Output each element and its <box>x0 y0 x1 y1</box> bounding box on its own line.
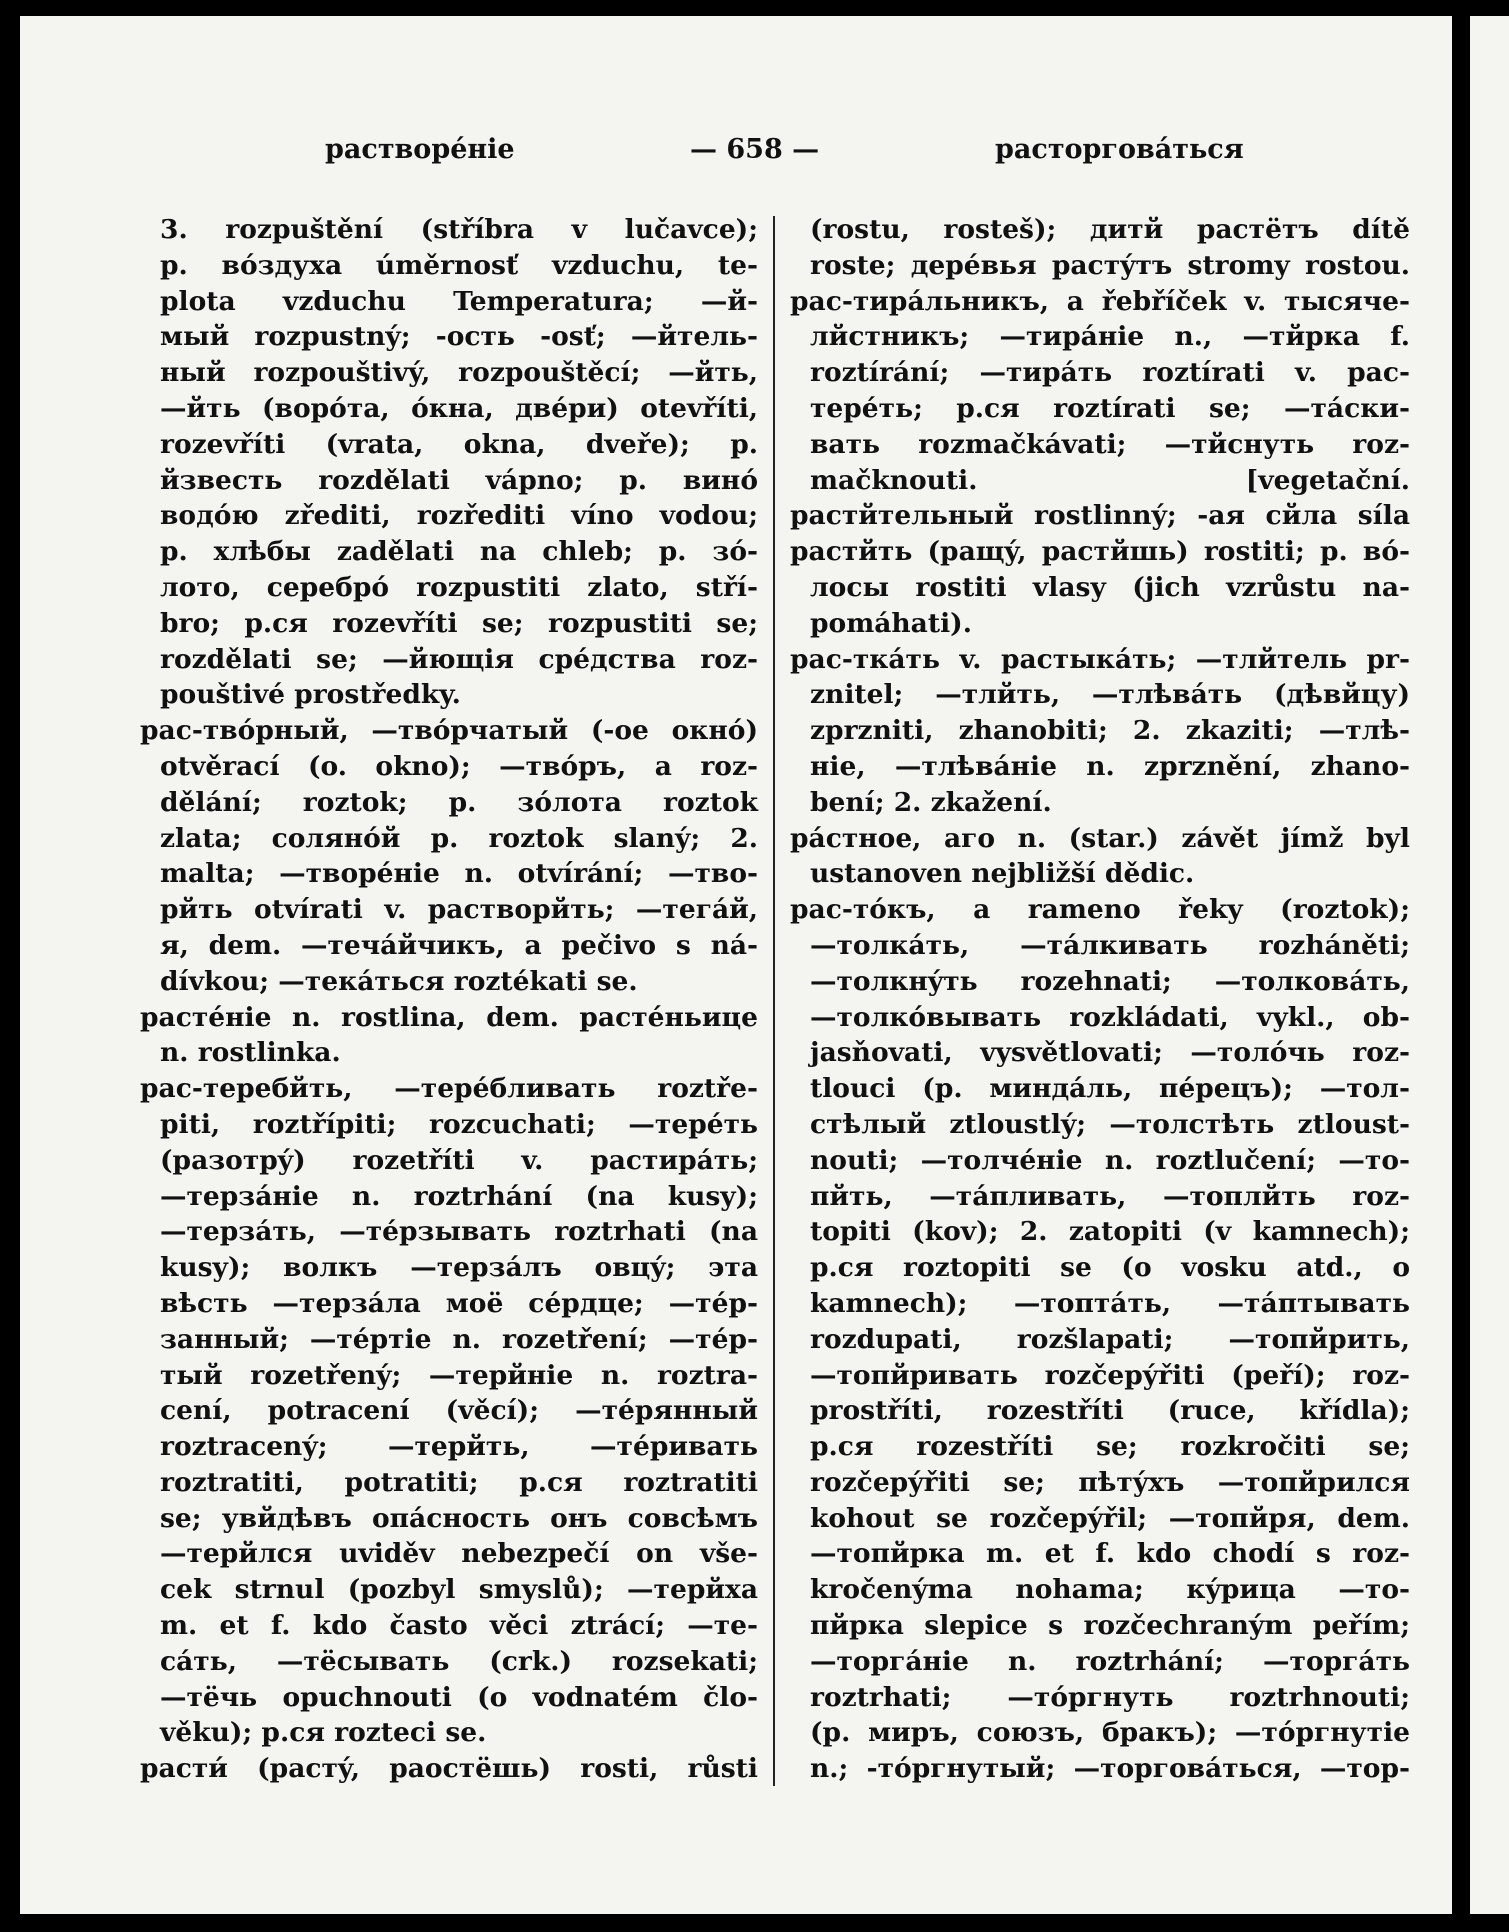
text-line: растйть (ращý, растйшь) rostiti; p. вó- <box>790 536 1410 568</box>
text-line: рáстное, aго n. (star.) závět jímž byl <box>790 822 1410 854</box>
text-line: n.; -тóргнутый; —торговáться, —тор- <box>810 1753 1410 1785</box>
text-line: plota vzduchu Temperatura; —й- <box>160 285 758 317</box>
text-line: roztratiti, potratiti; p.ся roztratiti <box>160 1466 758 1498</box>
text-line: занный; —тéртіе n. rozetření; —тéр- <box>160 1323 758 1355</box>
text-line: roste; дерéвья растýтъ stromy rostou. <box>810 249 1410 281</box>
text-line: kohout se rozčepýřil; —топйря, dem. <box>810 1502 1410 1534</box>
text-line: kročenýma nohama; кýрица —то- <box>810 1574 1410 1606</box>
dictionary-page <box>20 16 1452 1914</box>
text-line: лосы rostiti vlasy (jich vzrůstu na- <box>810 571 1410 603</box>
text-line: пйть, —тáпливать, —топлйть roz- <box>810 1180 1410 1212</box>
text-line: pouštivé prostředky. <box>160 679 461 711</box>
text-line: p.ся roztopiti se (o vosku atd., o <box>810 1252 1410 1284</box>
text-line: —терйлся uviděv nebezpečí on vše- <box>160 1538 758 1570</box>
column-divider <box>773 216 775 1786</box>
text-line: рас-тóкъ, a rameno řeky (roztok); <box>790 894 1410 926</box>
text-line: rozdělati se; —йющія срéдства roz- <box>160 643 758 675</box>
text-line: dělání; roztok; p. зóлота roztok <box>160 786 758 818</box>
text-line: věku); p.ся rozteci se. <box>160 1717 487 1749</box>
text-line: —йть (вoрóта, óкна, двéри) otevříti, <box>160 392 758 424</box>
text-line: —толкнýть rozehnati; —толковáть, <box>810 965 1410 997</box>
text-line: —толкáть, —тáлкивать rozháněti; <box>810 929 1410 961</box>
text-line: —топйривать rozčepýřiti (peří); roz- <box>810 1359 1410 1391</box>
text-line: (p. миръ, союзъ, бракъ); —тóргнутіе <box>810 1717 1410 1749</box>
text-line: dívkou; —текáться roztékati se. <box>160 965 638 997</box>
page-header <box>20 134 1452 184</box>
text-line: терéть; p.ся roztírati se; —тáски- <box>810 392 1410 424</box>
text-line: otvěrací (o. okno); —твóръ, a roz- <box>160 750 758 782</box>
text-line: p. вóздуха úměrnosť vzduchu, te- <box>160 249 758 281</box>
text-line: rozevříti (vrata, okna, dveře); p. <box>160 428 758 460</box>
text-line: kusy); волкъ —терзáлъ овцý; эта <box>160 1252 758 1284</box>
text-line: mačknouti. [vegetační. <box>810 464 1410 496</box>
text-line: p.ся rozestříti se; rozkročiti se; <box>810 1431 1410 1463</box>
text-line: kamnech); —топтáть, —тáптывать <box>810 1287 1410 1319</box>
text-line: ніе, —тлѣвáніе n. zprznění, zhano- <box>810 750 1410 782</box>
text-line: bro; p.ся rozevříti se; rozpustiti se; <box>160 607 758 639</box>
page-number: — 658 — <box>690 134 820 165</box>
text-line: topiti (kov); 2. zatopiti (v kamnech); <box>810 1216 1410 1248</box>
text-line: я, dem. —течáйчикъ, a pečivo s ná- <box>160 929 758 961</box>
text-line: cáть, —тёсывать (crk.) rozsekati; <box>160 1645 758 1677</box>
text-line: —толкóвывать rozkládati, vykl., ob- <box>810 1001 1410 1033</box>
text-line: рас-теребйть, —терéбливать roztře- <box>140 1073 758 1105</box>
text-line: —тёчь opuchnouti (o vodnatém člo- <box>160 1681 758 1713</box>
text-line: пйрка slepice s rozčechraným peřím; <box>810 1610 1410 1642</box>
text-line: rozčepýřiti se; пѣтýхъ —топйрился <box>810 1466 1410 1498</box>
text-line: zprzniti, zhanobiti; 2. zkaziti; —тлѣ- <box>810 715 1410 747</box>
text-line: рас-твóрный, —твóрчатый (-ое окнó) <box>140 715 758 747</box>
text-line: тый rozetřený; —терйніе n. roztra- <box>160 1359 758 1391</box>
header-left-catchword: растворéніе <box>325 134 515 165</box>
text-line: malta; —творéніе n. otvírání; —тво- <box>160 858 758 890</box>
text-line: водóю zřediti, rozřediti víno vodou; <box>160 500 758 532</box>
text-line: —торгáніе n. roztrhání; —торгáть <box>810 1645 1410 1677</box>
text-line: roztracený; —терйть, —тéривать <box>160 1431 758 1463</box>
text-line: (rostu, rosteš); дитй растётъ dítě <box>810 214 1410 245</box>
text-line: рйть otvírati v. растворйть; —тегáй, <box>160 894 758 926</box>
text-line: стѣлый ztloustlý; —толстѣть ztloust- <box>810 1108 1410 1140</box>
text-line: рас-тирáльникъ, a řebříček v. тысяче- <box>790 285 1410 317</box>
text-line: n. rostlinka. <box>160 1037 341 1069</box>
adjacent-page-edge <box>1470 16 1509 1914</box>
left-column <box>140 212 758 1787</box>
text-line: расти́ (растý, раостёшь) rosti, růsti <box>140 1753 758 1785</box>
text-line: jasňovati, vysvětlovati; —толóчь roz- <box>810 1037 1410 1069</box>
text-line: nouti; —толчéніе n. roztlučení; —то- <box>810 1144 1410 1176</box>
text-line: rozdupati, rozšlapati; —топйрить, <box>810 1323 1410 1355</box>
text-line: 3. rozpuštění (stříbra v lučavce); <box>160 214 758 245</box>
right-column <box>790 212 1410 1787</box>
text-line: —терзáніе n. roztrhání (na kusy); <box>160 1180 758 1212</box>
text-line: piti, roztřípiti; rozcuchati; —терéть <box>160 1108 758 1140</box>
text-line: m. et f. kdo často věci ztrácí; —те- <box>160 1610 758 1642</box>
text-line: вѣсть —терзáла моё сéрдце; —тéр- <box>160 1287 758 1319</box>
text-line: йзвесть rozdělati vápno; p. винó <box>160 464 758 496</box>
text-line: лйстникъ; —тирáніе n., —тйрка f. <box>810 321 1410 353</box>
text-line: рас-ткáть v. растыкáть; —тлйтель pr- <box>790 643 1410 675</box>
text-line: p. хлѣбы zadělati na chleb; p. зó- <box>160 536 758 568</box>
text-line: ustanoven nejbližší dědic. <box>810 858 1195 890</box>
text-line: tlouci (p. миндáль, пéрецъ); —тол- <box>810 1073 1410 1105</box>
text-line: znitel; —тлйть, —тлѣвáть (дѣвйцу) <box>810 679 1410 711</box>
text-line: ный rozpouštivý, rozpouštěcí; —йть, <box>160 357 758 389</box>
text-line: se; увйдѣвъ опáсность онъ совсѣмъ <box>160 1502 758 1534</box>
text-line: вать rozmačkávati; —тйснуть roz- <box>810 428 1410 460</box>
text-line: zlata; солянóй p. roztok slaný; 2. <box>160 822 758 854</box>
text-line: —топйрка m. et f. kdo chodí s roz- <box>810 1538 1410 1570</box>
text-line: мый rozpustný; -ость -osť; —йтель- <box>160 321 758 353</box>
text-line: roztrhati; —тóргнуть roztrhnouti; <box>810 1681 1410 1713</box>
text-line: —терзáть, —тéрзывать roztrhati (na <box>160 1216 758 1248</box>
text-line: prostříti, rozestříti (ruce, křídla); <box>810 1395 1410 1427</box>
text-line: pomáhati). <box>810 607 972 639</box>
text-line: bení; 2. zkažení. <box>810 786 1052 818</box>
text-line: лото, серебрó rozpustiti zlato, stří- <box>160 571 758 603</box>
header-right-catchword: расторговáться <box>995 134 1244 165</box>
text-line: растéніе n. rostlina, dem. растéньице <box>140 1001 758 1033</box>
text-line: roztírání; —тирáть roztírati v. рас- <box>810 357 1410 389</box>
text-line: cení, potracení (věcí); —тéрянный <box>160 1395 758 1427</box>
text-line: (разотрý) rozetříti v. растирáть; <box>160 1144 758 1176</box>
text-line: растйтельный rostlinný; -ая сйла síla <box>790 500 1410 532</box>
text-line: cek strnul (pozbyl smyslů); —терйха <box>160 1574 758 1606</box>
